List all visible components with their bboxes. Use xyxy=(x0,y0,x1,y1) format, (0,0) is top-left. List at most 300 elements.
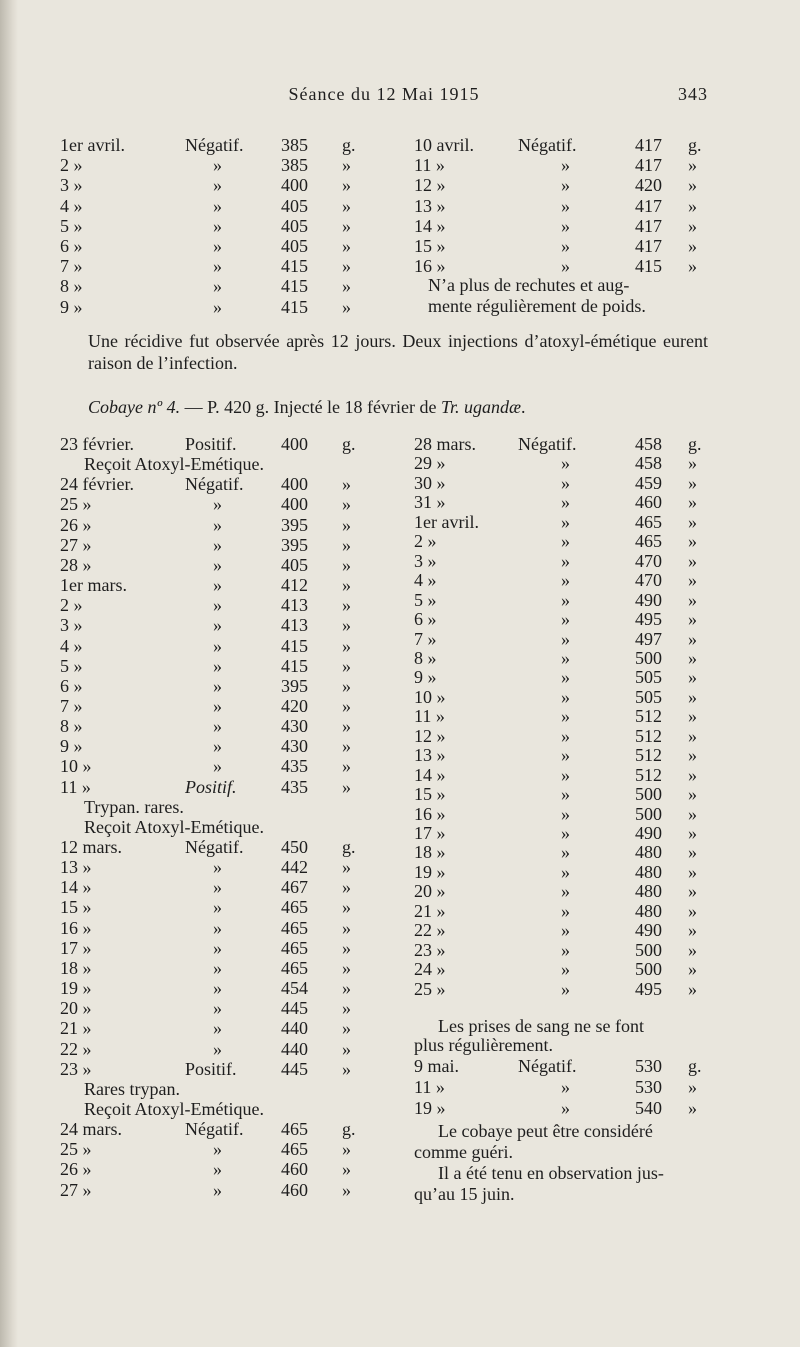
table-row xyxy=(60,1159,360,1179)
table-row xyxy=(60,434,360,454)
result-cell: » xyxy=(213,675,222,696)
result-cell: Négatif. xyxy=(518,434,577,454)
date-cell: 28 mars. xyxy=(414,434,476,454)
note-line: N’a plus de rechutes et aug- xyxy=(428,275,630,295)
result-cell: » xyxy=(213,534,222,555)
result-cell: » xyxy=(213,857,222,878)
result-cell: » xyxy=(561,628,570,649)
date-cell: 25 » xyxy=(414,978,446,999)
table-row xyxy=(60,155,360,175)
unit-cell: » xyxy=(342,957,351,978)
weight-cell: 490 xyxy=(635,823,662,843)
date-cell: 26 » xyxy=(60,514,92,535)
date-cell: 1er mars. xyxy=(60,575,127,596)
result-cell: » xyxy=(213,1139,222,1160)
unit-cell: » xyxy=(688,686,697,707)
date-cell: 23 » xyxy=(60,1058,92,1079)
result-cell: » xyxy=(213,494,222,515)
result-cell: » xyxy=(213,296,222,317)
result-cell: » xyxy=(213,937,222,958)
unit-cell: » xyxy=(342,776,351,797)
note-line: Il a été tenu en observation jus- xyxy=(438,1163,664,1183)
note-line: Le cobaye peut être considéré xyxy=(438,1121,653,1141)
table-row xyxy=(414,804,710,824)
result-cell: » xyxy=(213,236,222,256)
weight-cell: 465 xyxy=(281,937,308,958)
table-row xyxy=(414,256,710,276)
result-cell: » xyxy=(213,736,222,757)
date-cell: 10 » xyxy=(60,756,92,777)
unit-cell: » xyxy=(342,877,351,898)
date-cell: 3 » xyxy=(60,175,83,196)
table-row xyxy=(60,276,360,296)
table-row xyxy=(60,474,360,494)
table-row xyxy=(60,756,360,776)
date-cell: 15 » xyxy=(60,897,92,918)
result-cell: » xyxy=(213,1159,222,1180)
weight-cell: 415 xyxy=(635,256,662,277)
unit-cell: » xyxy=(342,1139,351,1160)
recurrence-paragraph: Une récidive fut observée après 12 jours. Deux injections d’atoxyl-émétique eurent raison de l’infection. xyxy=(88,331,708,373)
page-binding-edge xyxy=(0,0,18,1347)
result-cell: » xyxy=(561,256,570,277)
result-cell: » xyxy=(561,1077,570,1097)
date-cell: 4 » xyxy=(60,195,83,216)
weight-cell: 442 xyxy=(281,857,308,878)
weight-cell: 445 xyxy=(281,998,308,1019)
unit-cell: » xyxy=(342,1159,351,1180)
table-row xyxy=(60,1059,360,1079)
result-cell: » xyxy=(213,1018,222,1039)
unit-cell: » xyxy=(342,494,351,515)
date-cell: 3 » xyxy=(414,550,437,571)
weight-cell: 405 xyxy=(281,215,308,236)
table-row xyxy=(414,940,710,960)
date-cell: 28 » xyxy=(60,554,92,575)
result-cell: » xyxy=(561,861,570,882)
result-cell: » xyxy=(213,575,222,596)
weight-cell: 415 xyxy=(281,635,308,656)
result-cell: Positif. xyxy=(185,776,237,797)
unit-cell: » xyxy=(688,511,697,532)
unit-cell: g. xyxy=(342,135,356,155)
date-cell: 5 » xyxy=(60,655,83,676)
weight-cell: 512 xyxy=(635,764,662,785)
table-row xyxy=(414,551,710,571)
table-row xyxy=(414,531,710,551)
unit-cell: » xyxy=(688,175,697,196)
weight-cell: 400 xyxy=(281,474,308,495)
result-cell: » xyxy=(561,939,570,960)
weight-cell: 500 xyxy=(635,784,662,805)
unit-cell: » xyxy=(342,897,351,918)
date-cell: 16 » xyxy=(414,256,446,277)
table-row xyxy=(414,609,710,629)
date-cell: 24 mars. xyxy=(60,1119,122,1140)
unit-cell: » xyxy=(342,215,351,236)
unit-cell: » xyxy=(342,155,351,176)
date-cell: 19 » xyxy=(414,1098,446,1118)
table-row xyxy=(414,434,710,454)
date-cell: 17 » xyxy=(60,937,92,958)
date-cell: 13 » xyxy=(414,745,446,766)
result-cell: Positif. xyxy=(185,1058,237,1079)
note-line: Reçoit Atoxyl-Emétique. xyxy=(84,1098,264,1119)
weight-cell: 435 xyxy=(281,776,308,797)
date-cell: 18 » xyxy=(60,957,92,978)
weight-cell: 440 xyxy=(281,1038,308,1059)
date-cell: 7 » xyxy=(414,628,437,649)
weight-cell: 490 xyxy=(635,589,662,610)
date-cell: 2 » xyxy=(60,155,83,176)
date-cell: 12 » xyxy=(414,725,446,746)
weight-cell: 413 xyxy=(281,615,308,636)
date-cell: 22 » xyxy=(414,920,446,941)
result-cell: » xyxy=(213,655,222,676)
unit-cell: » xyxy=(688,1098,697,1118)
result-cell: » xyxy=(561,472,570,493)
weight-cell: 540 xyxy=(635,1098,662,1118)
note-line: Reçoit Atoxyl-Emétique. xyxy=(84,454,264,475)
unit-cell: » xyxy=(342,978,351,999)
unit-cell: » xyxy=(342,1018,351,1039)
date-cell: 21 » xyxy=(414,900,446,921)
unit-cell: » xyxy=(688,784,697,805)
result-cell: » xyxy=(213,1038,222,1059)
weight-cell: 470 xyxy=(635,570,662,591)
result-cell: » xyxy=(561,725,570,746)
date-cell: 14 » xyxy=(414,215,446,236)
table-row xyxy=(60,938,360,958)
unit-cell: » xyxy=(688,939,697,960)
date-cell: 9 » xyxy=(60,296,83,317)
result-cell: » xyxy=(561,900,570,921)
result-cell: » xyxy=(561,155,570,176)
date-cell: 11 » xyxy=(414,1077,445,1097)
result-cell: » xyxy=(213,917,222,938)
date-cell: 20 » xyxy=(414,881,446,902)
result-cell: Négatif. xyxy=(185,1119,244,1140)
table-row xyxy=(414,155,710,175)
table-row xyxy=(60,256,360,276)
table-row xyxy=(60,696,360,716)
table-row xyxy=(414,175,710,195)
unit-cell: » xyxy=(342,236,351,256)
unit-cell: » xyxy=(688,609,697,630)
date-cell: 19 » xyxy=(60,978,92,999)
table-row xyxy=(414,629,710,649)
weight-cell: 495 xyxy=(635,609,662,630)
cobaye-species: Tr. ugandæ xyxy=(441,397,522,417)
date-cell: 26 » xyxy=(60,1159,92,1180)
result-cell: Négatif. xyxy=(185,474,244,495)
result-cell: » xyxy=(213,756,222,777)
unit-cell: » xyxy=(342,595,351,616)
result-cell: Négatif. xyxy=(185,837,244,857)
table-row xyxy=(414,687,710,707)
date-cell: 5 » xyxy=(414,589,437,610)
date-cell: 11 » xyxy=(414,155,445,176)
unit-cell: » xyxy=(342,474,351,495)
table-row xyxy=(414,726,710,746)
result-cell: » xyxy=(561,803,570,824)
result-cell: » xyxy=(213,635,222,656)
unit-cell: » xyxy=(342,175,351,196)
weight-cell: 420 xyxy=(281,695,308,716)
table-row xyxy=(60,555,360,575)
unit-cell: » xyxy=(342,1058,351,1079)
date-cell: 14 » xyxy=(60,877,92,898)
date-cell: 7 » xyxy=(60,256,83,277)
unit-cell: » xyxy=(342,716,351,737)
result-cell: Négatif. xyxy=(518,1056,577,1076)
table-row xyxy=(60,877,360,897)
table-row xyxy=(60,1139,360,1159)
unit-cell: » xyxy=(342,655,351,676)
weight-cell: 417 xyxy=(635,236,662,256)
weight-cell: 490 xyxy=(635,920,662,941)
weight-cell: 400 xyxy=(281,434,308,454)
unit-cell: g. xyxy=(342,1119,356,1140)
unit-cell: » xyxy=(342,575,351,596)
date-cell: 1er avril. xyxy=(60,135,125,155)
table-row xyxy=(414,570,710,590)
date-cell: 1er avril. xyxy=(414,511,479,532)
unit-cell: g. xyxy=(342,434,356,454)
unit-cell: » xyxy=(342,615,351,636)
result-cell: » xyxy=(561,570,570,591)
date-cell: 20 » xyxy=(60,998,92,1019)
table-row xyxy=(414,473,710,493)
date-cell: 30 » xyxy=(414,472,446,493)
table-row xyxy=(414,1056,710,1076)
weight-cell: 415 xyxy=(281,655,308,676)
unit-cell: » xyxy=(688,589,697,610)
result-cell: » xyxy=(561,511,570,532)
cobaye-text-end: . xyxy=(521,397,526,417)
result-cell: » xyxy=(213,155,222,176)
weight-cell: 470 xyxy=(635,550,662,571)
unit-cell: » xyxy=(688,531,697,552)
result-cell: » xyxy=(213,1179,222,1200)
unit-cell: » xyxy=(688,550,697,571)
result-cell: » xyxy=(561,881,570,902)
unit-cell: » xyxy=(688,215,697,236)
table-row xyxy=(414,135,710,155)
weight-cell: 395 xyxy=(281,675,308,696)
unit-cell: » xyxy=(342,256,351,277)
weight-cell: 505 xyxy=(635,686,662,707)
result-cell: » xyxy=(561,959,570,980)
date-cell: 24 février. xyxy=(60,474,134,495)
table-row xyxy=(414,823,710,843)
table-row xyxy=(414,1077,710,1097)
weight-cell: 460 xyxy=(281,1179,308,1200)
date-cell: 16 » xyxy=(414,803,446,824)
table-row xyxy=(60,1039,360,1059)
table-row xyxy=(60,1018,360,1038)
table-row xyxy=(60,216,360,236)
table-row xyxy=(414,667,710,687)
table-row xyxy=(414,590,710,610)
unit-cell: » xyxy=(342,514,351,535)
table-row xyxy=(60,494,360,514)
weight-cell: 512 xyxy=(635,706,662,727)
note-line: Les prises de sang ne se font xyxy=(438,1016,644,1036)
date-cell: 27 » xyxy=(60,534,92,555)
result-cell: » xyxy=(561,745,570,766)
date-cell: 6 » xyxy=(414,609,437,630)
date-cell: 17 » xyxy=(414,823,446,843)
table-row xyxy=(60,857,360,877)
table-row xyxy=(60,175,360,195)
table-row xyxy=(60,777,360,797)
weight-cell: 420 xyxy=(635,175,662,196)
result-cell: » xyxy=(213,215,222,236)
result-cell: » xyxy=(213,514,222,535)
weight-cell: 415 xyxy=(281,256,308,277)
date-cell: 24 » xyxy=(414,959,446,980)
date-cell: 21 » xyxy=(60,1018,92,1039)
unit-cell: » xyxy=(688,842,697,863)
table-row xyxy=(414,512,710,532)
result-cell: » xyxy=(561,492,570,513)
date-cell: 5 » xyxy=(60,215,83,236)
weight-cell: 467 xyxy=(281,877,308,898)
weight-cell: 405 xyxy=(281,195,308,216)
unit-cell: » xyxy=(688,195,697,216)
unit-cell: » xyxy=(688,764,697,785)
date-cell: 10 » xyxy=(414,686,446,707)
table-row xyxy=(60,515,360,535)
date-cell: 11 » xyxy=(414,706,445,727)
unit-cell: » xyxy=(342,534,351,555)
result-cell: » xyxy=(213,897,222,918)
weight-cell: 465 xyxy=(281,897,308,918)
result-cell: Négatif. xyxy=(518,135,577,155)
table-row xyxy=(414,745,710,765)
unit-cell: » xyxy=(342,1038,351,1059)
weight-cell: 460 xyxy=(635,492,662,513)
result-cell: Négatif. xyxy=(185,135,244,155)
result-cell: » xyxy=(213,957,222,978)
weight-cell: 395 xyxy=(281,534,308,555)
weight-cell: 435 xyxy=(281,756,308,777)
weight-cell: 465 xyxy=(281,957,308,978)
unit-cell: » xyxy=(688,667,697,688)
unit-cell: » xyxy=(688,959,697,980)
result-cell: » xyxy=(561,236,570,256)
unit-cell: » xyxy=(688,236,697,256)
weight-cell: 412 xyxy=(281,575,308,596)
result-cell: » xyxy=(561,686,570,707)
date-cell: 16 » xyxy=(60,917,92,938)
date-cell: 31 » xyxy=(414,492,446,513)
weight-cell: 530 xyxy=(635,1077,662,1097)
result-cell: » xyxy=(561,609,570,630)
table-row xyxy=(60,676,360,696)
result-cell: » xyxy=(561,550,570,571)
result-cell: » xyxy=(213,276,222,297)
table-row xyxy=(60,998,360,1018)
date-cell: 22 » xyxy=(60,1038,92,1059)
table-row xyxy=(414,920,710,940)
result-cell: Positif. xyxy=(185,434,237,454)
weight-cell: 465 xyxy=(635,511,662,532)
table-row xyxy=(414,1098,710,1118)
weight-cell: 417 xyxy=(635,135,662,155)
result-cell: » xyxy=(561,1098,570,1118)
result-cell: » xyxy=(561,920,570,941)
cobaye-text: — P. 420 g. Injecté le 18 février de xyxy=(180,397,441,417)
unit-cell: » xyxy=(688,1077,697,1097)
result-cell: » xyxy=(213,554,222,575)
date-cell: 14 » xyxy=(414,764,446,785)
unit-cell: g. xyxy=(688,434,702,454)
unit-cell: » xyxy=(688,745,697,766)
table-row xyxy=(414,648,710,668)
date-cell: 12 » xyxy=(414,175,446,196)
weight-cell: 400 xyxy=(281,494,308,515)
date-cell: 29 » xyxy=(414,453,446,474)
result-cell: » xyxy=(213,595,222,616)
result-cell: » xyxy=(213,256,222,277)
date-cell: 23 » xyxy=(414,939,446,960)
weight-cell: 458 xyxy=(635,434,662,454)
unit-cell: » xyxy=(688,823,697,843)
weight-cell: 385 xyxy=(281,135,308,155)
date-cell: 8 » xyxy=(414,647,437,668)
weight-cell: 500 xyxy=(635,803,662,824)
date-cell: 25 » xyxy=(60,1139,92,1160)
table-row xyxy=(60,656,360,676)
date-cell: 6 » xyxy=(60,675,83,696)
result-cell: » xyxy=(561,667,570,688)
weight-cell: 417 xyxy=(635,195,662,216)
table-row xyxy=(60,196,360,216)
weight-cell: 480 xyxy=(635,900,662,921)
table-row xyxy=(414,765,710,785)
weight-cell: 495 xyxy=(635,978,662,999)
table-row xyxy=(60,837,360,857)
weight-cell: 430 xyxy=(281,736,308,757)
date-cell: 8 » xyxy=(60,716,83,737)
unit-cell: » xyxy=(342,675,351,696)
weight-cell: 465 xyxy=(281,1139,308,1160)
weight-cell: 460 xyxy=(281,1159,308,1180)
date-cell: 7 » xyxy=(60,695,83,716)
table-row xyxy=(60,615,360,635)
weight-cell: 385 xyxy=(281,155,308,176)
unit-cell: » xyxy=(688,256,697,277)
result-cell: » xyxy=(561,706,570,727)
date-cell: 18 » xyxy=(414,842,446,863)
unit-cell: » xyxy=(688,803,697,824)
date-cell: 9 » xyxy=(414,667,437,688)
unit-cell: » xyxy=(342,695,351,716)
table-row xyxy=(60,297,360,317)
table-row xyxy=(414,706,710,726)
unit-cell: » xyxy=(688,725,697,746)
result-cell: » xyxy=(561,215,570,236)
weight-cell: 415 xyxy=(281,276,308,297)
weight-cell: 415 xyxy=(281,296,308,317)
unit-cell: » xyxy=(342,554,351,575)
unit-cell: » xyxy=(688,647,697,668)
date-cell: 27 » xyxy=(60,1179,92,1200)
note-line: qu’au 15 juin. xyxy=(414,1184,515,1204)
date-cell: 4 » xyxy=(60,635,83,656)
